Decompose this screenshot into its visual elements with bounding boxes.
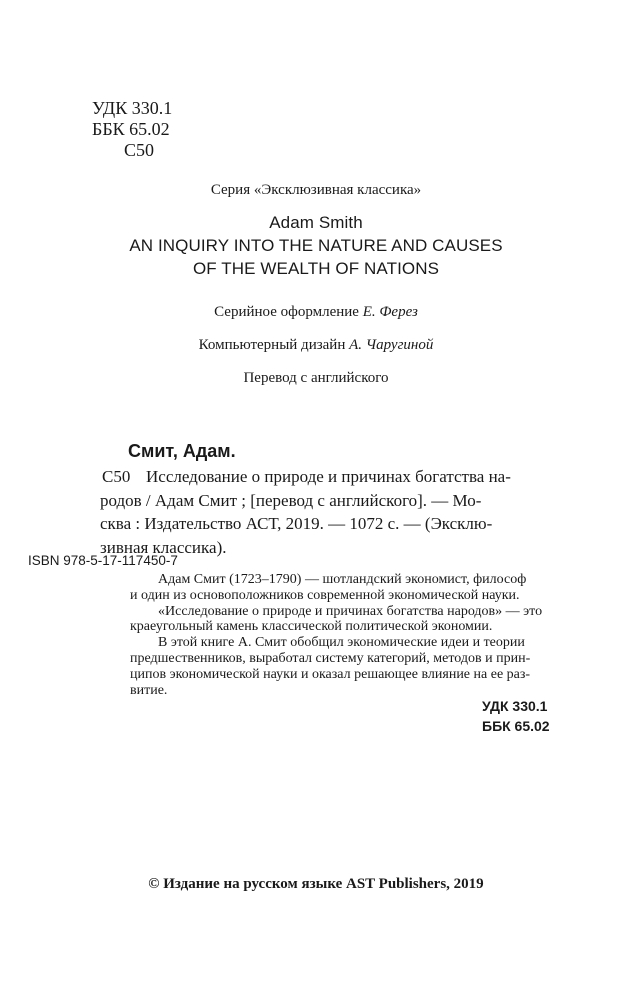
annotation-line: предшественников, выработал систему категорий, методов и прин- bbox=[130, 650, 531, 666]
card-author: Смит, Адам. bbox=[128, 441, 236, 461]
isbn: ISBN 978-5-17-117450-7 bbox=[28, 553, 178, 568]
annotation-line: ципов экономической науки и оказал решающее влияние на ее раз- bbox=[130, 666, 531, 682]
udk-code: УДК 330.1 bbox=[92, 98, 173, 118]
original-title-block bbox=[0, 211, 632, 280]
original-title-line-1: AN INQUIRY INTO THE NATURE AND CAUSES bbox=[129, 236, 503, 255]
card-author-mark: С50 bbox=[102, 467, 131, 486]
classification-codes-bottom bbox=[482, 696, 550, 736]
annotation-line: Адам Смит (1723–1790) — шотландский экономист, философ bbox=[158, 572, 527, 587]
credit-computer-design bbox=[0, 337, 632, 354]
credit-label: Серийное оформление bbox=[214, 304, 363, 320]
annotation-line: витие. bbox=[130, 682, 168, 698]
card-description-line: Исследование о природе и причинах богатства на- bbox=[146, 467, 511, 486]
card-description bbox=[100, 465, 553, 559]
credit-name: Е. Ферез bbox=[362, 304, 418, 320]
original-author: Adam Smith bbox=[269, 213, 363, 232]
annotation-line: «Исследование о природе и причинах богатства народов» — это bbox=[158, 603, 543, 619]
credit-label: Компьютерный дизайн bbox=[198, 337, 350, 353]
bbk-code: ББК 65.02 bbox=[92, 119, 170, 139]
card-description-line: родов / Адам Смит ; [перевод с английского]. — Мо- bbox=[100, 490, 482, 510]
annotation-line: В этой книге А. Смит обобщил экономические идеи и теории bbox=[158, 635, 525, 651]
credit-series-design bbox=[0, 304, 632, 321]
bbk-code: ББК 65.02 bbox=[482, 718, 550, 734]
series-title: Серия «Эксклюзивная классика» bbox=[210, 182, 422, 198]
annotation bbox=[130, 572, 558, 698]
copyright-notice: © Издание на русском языке AST Publishers, 2019 bbox=[148, 876, 484, 892]
credit-name: А. Чаругиной bbox=[349, 337, 434, 353]
credit-label: Перевод с английского bbox=[243, 370, 389, 386]
original-title-line-2: OF THE WEALTH OF NATIONS bbox=[192, 259, 440, 278]
annotation-line: и один из основоположников современной экономической науки. bbox=[130, 587, 520, 603]
card-description-line: зивная классика). bbox=[100, 537, 227, 557]
annotation-line: краеугольный камень классической политической экономии. bbox=[130, 619, 493, 635]
author-mark: С50 bbox=[124, 140, 155, 160]
udk-code: УДК 330.1 bbox=[482, 698, 548, 714]
credit-translation bbox=[0, 370, 632, 387]
classification-codes-top bbox=[92, 98, 172, 161]
card-description-line: сква : Издательство АСТ, 2019. — 1072 с. — (Эксклю- bbox=[100, 514, 493, 533]
